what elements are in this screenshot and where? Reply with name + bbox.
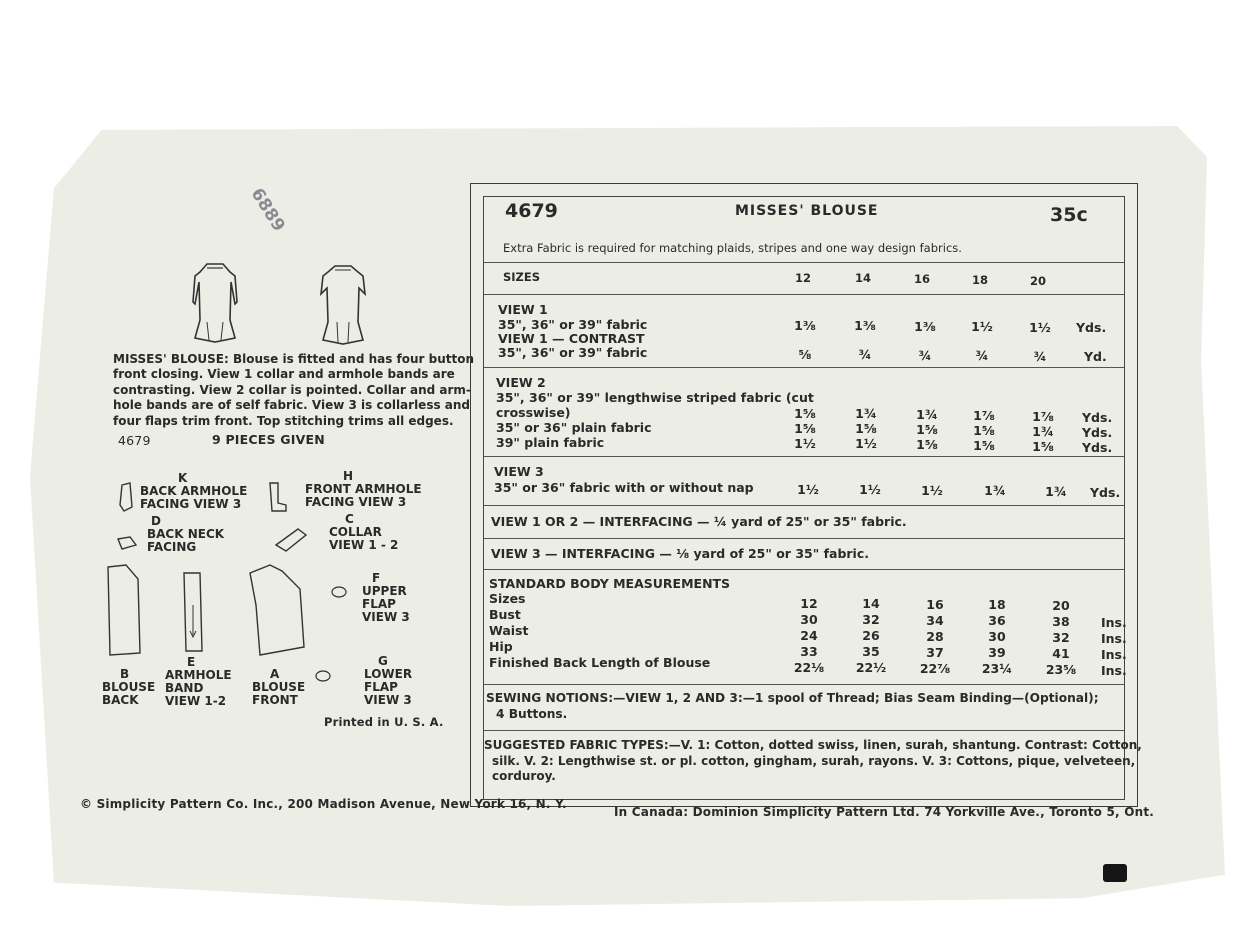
view2-striped-value: 1¾: [855, 406, 877, 421]
view1-value: 1⅜: [914, 319, 936, 334]
footer-publisher: © Simplicity Pattern Co. Inc., 200 Madison Avenue, New York 16, N. Y.: [80, 797, 567, 811]
view2-plain1: 35" or 36" plain fabric: [496, 420, 652, 435]
blouse-back-illustration-2: [313, 264, 373, 349]
view2-striped-value: 1⅞: [973, 408, 995, 423]
piece-label: BACK: [102, 693, 139, 707]
measure-value: 23¼: [981, 661, 1013, 676]
piece-label: BAND: [165, 681, 204, 695]
measure-value: 36: [988, 613, 1006, 628]
fabric-types-2: silk. V. 2: Lengthwise st. or pl. cotton, gingham, surah, rayons. V. 3: Cottons, pique, velveteen,: [492, 754, 1136, 768]
dark-mark: [1103, 864, 1127, 882]
measure-unit: Ins.: [1101, 647, 1127, 662]
size-header: 12: [794, 271, 811, 285]
measure-value: 33: [800, 644, 818, 659]
fabric-types: SUGGESTED FABRIC TYPES:—V. 1: Cotton, dotted swiss, linen, surah, shantung. Contrast: Cotton,: [484, 738, 1142, 752]
description-line: front closing. View 1 collar and armhole bands are: [113, 367, 455, 382]
sizes-label: SIZES: [503, 270, 541, 284]
divider: [484, 538, 1124, 539]
view1-value: 1⅜: [794, 318, 816, 333]
view3-value: 1½: [921, 483, 943, 498]
piece-label: FLAP: [364, 680, 398, 694]
view2-striped-value: 1⅝: [794, 406, 816, 421]
piece-d: [147, 515, 224, 554]
piece-label: LOWER: [364, 667, 413, 681]
view1-contrast-value: ¾: [918, 348, 932, 363]
divider: [484, 569, 1124, 570]
measure-unit: Ins.: [1101, 631, 1127, 646]
view2-striped-unit: Yds.: [1082, 410, 1113, 425]
piece-label: VIEW 1 - 2: [329, 538, 399, 552]
divider: [484, 367, 1124, 368]
measure-value: 12: [800, 596, 818, 611]
measure-value: 22⅞: [919, 661, 951, 676]
measure-value: 22½: [855, 660, 887, 675]
measure-value: 37: [926, 645, 944, 660]
piece-label: BLOUSE: [102, 680, 156, 694]
divider: [484, 730, 1124, 731]
piece-b: [102, 668, 155, 707]
measure-label: Finished Back Length of Blouse: [489, 655, 711, 670]
view1-contrast-value: ⅝: [798, 347, 812, 362]
view2-plain1-value: 1⅝: [973, 423, 995, 438]
piece-label: FACING VIEW 3: [305, 495, 407, 509]
view1-unit: Yds.: [1076, 320, 1107, 335]
view2-line1: 35", 36" or 39" lengthwise striped fabric (cut: [496, 390, 814, 405]
piece-f: [362, 572, 410, 624]
measure-label: Sizes: [489, 591, 526, 606]
pattern-title: MISSES' BLOUSE: [735, 203, 879, 219]
view1-contrast-title: VIEW 1 — CONTRAST: [498, 331, 645, 346]
piece-letter: B: [120, 667, 130, 681]
measure-value: 24: [800, 628, 818, 643]
piece-k: [140, 472, 247, 511]
piece-label: VIEW 3: [364, 693, 412, 707]
piece-h: [305, 470, 422, 509]
measure-value: 26: [862, 628, 880, 643]
piece-c: [329, 513, 398, 552]
piece-letter: C: [345, 512, 354, 526]
view2-plain2: 39" plain fabric: [496, 435, 605, 450]
measure-unit: Ins.: [1101, 663, 1127, 678]
measure-value: 30: [988, 629, 1006, 644]
view2-striped-value: 1¾: [916, 407, 938, 422]
piece-label: FLAP: [362, 597, 396, 611]
view1-title: VIEW 1: [498, 302, 548, 317]
piece-label: VIEW 1-2: [165, 694, 227, 708]
view3-title: VIEW 3: [494, 464, 544, 479]
piece-e: [165, 656, 232, 708]
divider: [484, 262, 1124, 263]
view2-plain2-value: 1½: [855, 436, 877, 451]
view3-value: 1½: [797, 482, 819, 497]
piece-label: COLLAR: [329, 525, 382, 539]
piece-label: BACK NECK: [147, 527, 225, 541]
view2-plain2-value: 1⅝: [973, 438, 995, 453]
measure-label: Bust: [489, 607, 521, 622]
view2-plain1-value: 1¾: [1032, 424, 1054, 439]
pattern-description: [113, 352, 474, 429]
piece-label: BLOUSE: [252, 680, 306, 694]
pattern-number-small: 4679: [118, 433, 151, 448]
pattern-number: 4679: [505, 200, 558, 222]
measure-label: Hip: [489, 639, 513, 654]
measure-value: 34: [926, 613, 944, 628]
view1-value: 1½: [971, 319, 993, 334]
view1-contrast-fabric: 35", 36" or 39" fabric: [498, 345, 648, 360]
measure-value: 14: [862, 596, 880, 611]
divider: [484, 294, 1124, 295]
view2-plain2-value: 1½: [794, 436, 816, 451]
size-header: 14: [854, 271, 871, 285]
measure-value: 35: [862, 644, 880, 659]
view2-title: VIEW 2: [496, 375, 546, 390]
piece-label: FRONT ARMHOLE: [305, 482, 422, 496]
view2-plain1-value: 1⅝: [794, 421, 816, 436]
piece-letter: F: [372, 571, 381, 585]
view1-contrast-unit: Yd.: [1084, 349, 1107, 364]
measure-value: 41: [1052, 646, 1070, 661]
measure-value: 38: [1052, 614, 1070, 629]
measure-value: 32: [1052, 630, 1070, 645]
view1-value: 1⅜: [854, 318, 876, 333]
divider: [484, 456, 1124, 457]
piece-g: [364, 655, 412, 707]
description-line: MISSES' BLOUSE: Blouse is fitted and has four button: [113, 352, 475, 366]
printed-in: Printed in U. S. A.: [324, 715, 444, 729]
description-line: contrasting. View 2 collar is pointed. Collar and arm-: [113, 382, 471, 397]
interfacing-view3: VIEW 3 — INTERFACING — ⅛ yard of 25" or 35" fabric.: [491, 546, 870, 561]
piece-letter: D: [151, 514, 161, 528]
measure-value: 20: [1052, 598, 1070, 613]
extra-fabric-note: Extra Fabric is required for matching plaids, stripes and one way design fabrics.: [503, 241, 962, 255]
piece-letter: K: [178, 471, 188, 485]
piece-label: ARMHOLE: [165, 668, 232, 682]
piece-letter: G: [378, 654, 388, 668]
measure-value: 16: [926, 597, 944, 612]
piece-label: FRONT: [252, 693, 298, 707]
divider: [484, 684, 1124, 685]
view2-line1b: crosswise): [496, 405, 571, 420]
piece-label: VIEW 3: [362, 610, 410, 624]
fabric-types-3: corduroy.: [492, 769, 556, 783]
sewing-notions-2: 4 Buttons.: [496, 707, 568, 721]
measure-value: 28: [926, 629, 944, 644]
size-header: 20: [1029, 274, 1046, 288]
measure-value: 30: [800, 612, 818, 627]
view2-plain1-value: 1⅝: [855, 421, 877, 436]
pattern-price: 35c: [1050, 204, 1088, 226]
view1-fabric: 35", 36" or 39" fabric: [498, 317, 648, 332]
blouse-back-illustration-1: [185, 262, 245, 347]
view1-contrast-value: ¾: [858, 347, 872, 362]
measure-value: 23⅝: [1045, 662, 1077, 677]
interfacing-view1-2: VIEW 1 OR 2 — INTERFACING — ¼ yard of 25" or 35" fabric.: [491, 514, 907, 529]
description-line: four flaps trim front. Top stitching trims all edges.: [113, 413, 454, 428]
measure-label: Waist: [489, 623, 529, 638]
piece-label: UPPER: [362, 584, 407, 598]
piece-label: BACK ARMHOLE: [140, 484, 248, 498]
view2-plain2-unit: Yds.: [1082, 440, 1113, 455]
view2-plain2-value: 1⅝: [916, 437, 938, 452]
piece-label: FACING VIEW 3: [140, 497, 242, 511]
view2-plain1-value: 1⅝: [916, 422, 938, 437]
measure-value: 22⅛: [793, 660, 825, 675]
size-header: 18: [971, 273, 988, 287]
size-header: 16: [913, 272, 930, 286]
view1-contrast-value: ¾: [975, 348, 989, 363]
measurements-title: STANDARD BODY MEASUREMENTS: [489, 576, 731, 591]
view2-plain1-unit: Yds.: [1082, 425, 1113, 440]
view3-value: 1¾: [1045, 484, 1067, 499]
piece-letter: H: [343, 469, 354, 483]
view3-unit: Yds.: [1090, 485, 1121, 500]
view3-fabric: 35" or 36" fabric with or without nap: [494, 480, 754, 495]
piece-a: [252, 668, 305, 707]
pieces-given: 9 PIECES GIVEN: [212, 432, 325, 447]
divider: [484, 505, 1124, 506]
measure-unit: Ins.: [1101, 615, 1127, 630]
view2-plain2-value: 1⅝: [1032, 439, 1054, 454]
piece-letter: E: [187, 655, 196, 669]
view3-value: 1½: [859, 482, 881, 497]
measure-value: 39: [988, 645, 1006, 660]
sewing-notions: SEWING NOTIONS:—VIEW 1, 2 AND 3:—1 spool of Thread; Bias Seam Binding—(Optional);: [486, 691, 1099, 705]
view1-value: 1½: [1029, 320, 1051, 335]
piece-label: FACING: [147, 540, 197, 554]
description-line: hole bands are of self fabric. View 3 is collarless and: [113, 398, 471, 413]
view3-value: 1¾: [984, 483, 1006, 498]
piece-letter: A: [270, 667, 280, 681]
measure-value: 18: [988, 597, 1006, 612]
view1-contrast-value: ¾: [1033, 349, 1047, 364]
measure-value: 32: [862, 612, 880, 627]
stamp-number: 6889: [246, 184, 289, 236]
view2-striped-value: 1⅞: [1032, 409, 1054, 424]
footer-canada: In Canada: Dominion Simplicity Pattern Ltd. 74 Yorkville Ave., Toronto 5, Ont.: [614, 805, 1155, 819]
